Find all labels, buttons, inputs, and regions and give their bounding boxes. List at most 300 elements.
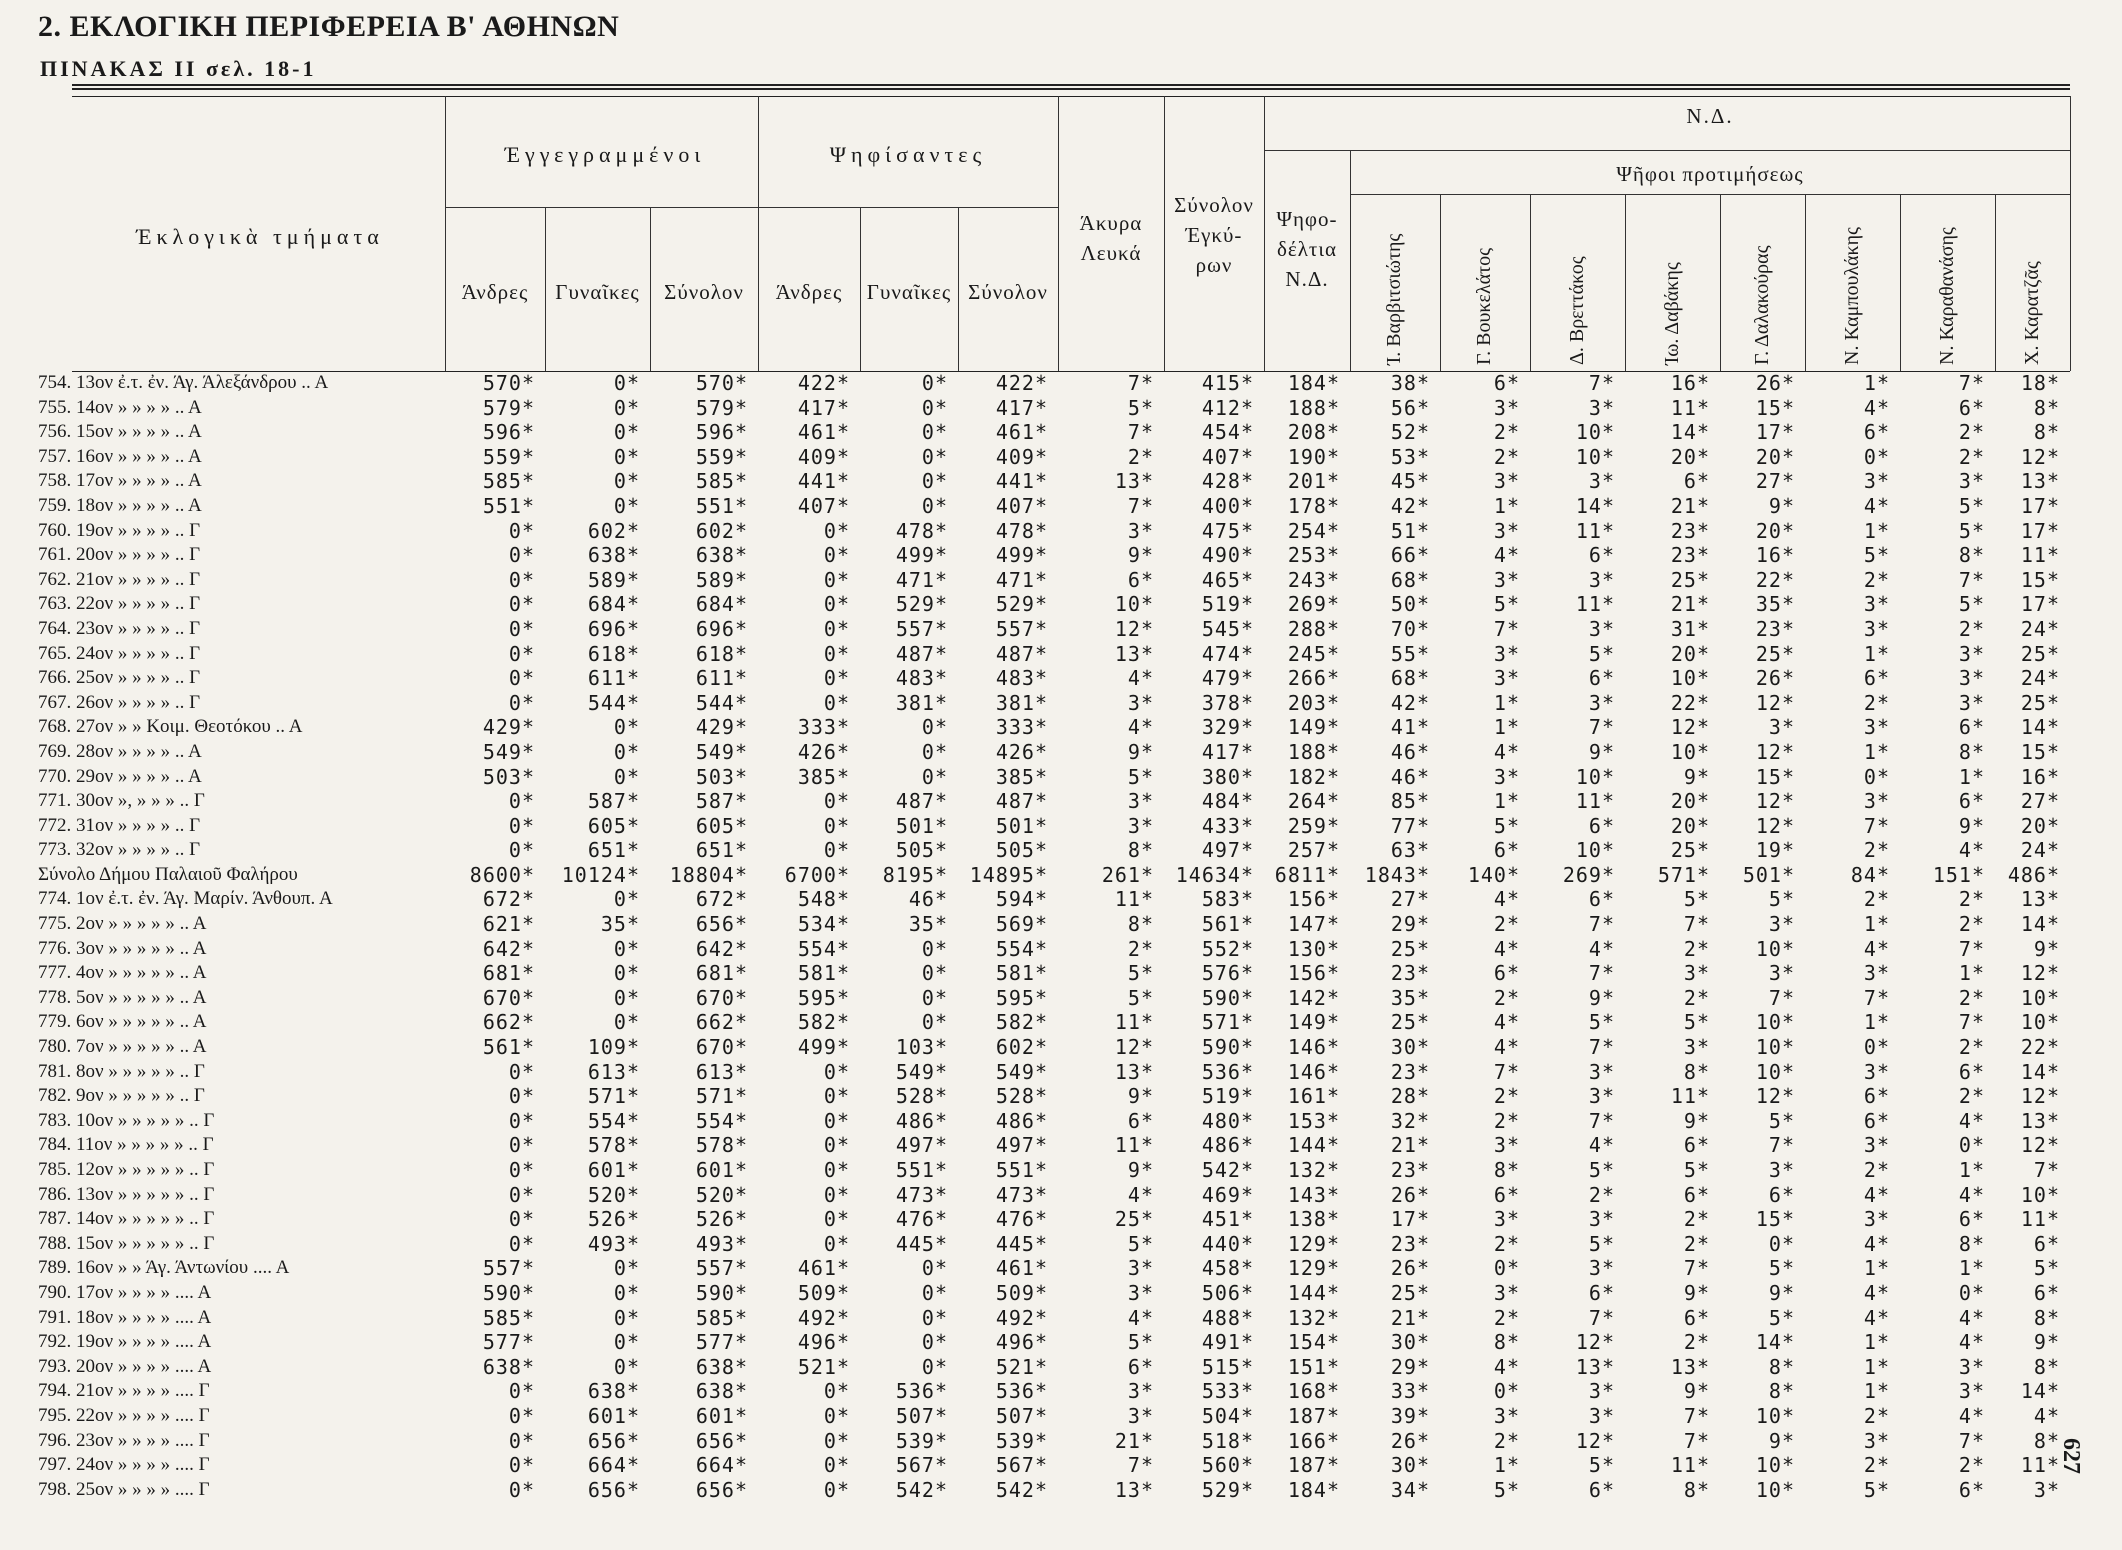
table-cell: 0* — [823, 690, 850, 715]
table-cell: 529* — [995, 592, 1048, 617]
table-cell: 507* — [995, 1403, 1048, 1428]
table-cell: 132* — [1287, 1158, 1340, 1182]
table-cell: 31* — [1670, 616, 1710, 641]
header-candidate-divider — [1805, 194, 1806, 371]
table-cell: 5* — [1127, 961, 1154, 986]
table-cell: 549* — [482, 739, 535, 764]
table-cell: 1* — [1863, 1330, 1890, 1355]
table-cell: 491* — [1201, 1330, 1254, 1355]
table-cell: 3* — [1863, 715, 1890, 740]
table-cell: 642* — [482, 936, 535, 961]
table-cell: 497* — [895, 1133, 948, 1158]
table-row — [0, 740, 2070, 765]
table-cell: 12* — [1755, 690, 1795, 715]
table-cell: 6* — [1588, 1477, 1615, 1502]
table-cell: 7* — [1588, 1108, 1615, 1133]
table-cell: 526* — [695, 1207, 748, 1232]
table-cell: 5* — [1863, 543, 1890, 568]
table-cell: 433* — [1201, 813, 1254, 838]
table-cell: 23* — [1670, 543, 1710, 568]
table-cell: 0* — [1493, 1379, 1520, 1404]
table-cell: 3* — [1493, 469, 1520, 494]
row-label: 765. 24ον » » » » .. Γ — [38, 642, 201, 664]
table-cell: 29* — [1390, 912, 1430, 937]
table-cell: 21* — [1390, 1305, 1430, 1330]
table-cell: 0* — [613, 1305, 640, 1330]
table-cell: 426* — [995, 739, 1048, 764]
table-row — [0, 838, 2070, 863]
table-cell: 551* — [895, 1158, 948, 1182]
table-cell: 15* — [1755, 1207, 1795, 1232]
table-cell: 585* — [695, 469, 748, 494]
table-cell: 611* — [695, 666, 748, 691]
header-candidate-name: Ν. Καραθανάσης — [1935, 227, 1958, 365]
table-cell: 1* — [1863, 739, 1890, 764]
table-cell: 409* — [995, 444, 1048, 469]
table-cell: 20* — [1670, 813, 1710, 838]
table-row — [0, 494, 2070, 519]
table-cell: 583* — [1201, 887, 1254, 912]
table-cell: 7* — [1588, 715, 1615, 740]
table-cell: 5* — [1958, 493, 1985, 518]
table-cell: 0* — [508, 1403, 535, 1428]
table-cell: 4* — [1958, 1182, 1985, 1207]
table-cell: 4* — [1493, 739, 1520, 764]
table-cell: 5* — [1127, 1231, 1154, 1256]
table-cell: 684* — [695, 592, 748, 617]
table-cell: 8* — [1683, 1477, 1710, 1502]
table-cell: 2* — [1493, 1084, 1520, 1109]
table-cell: 8* — [2033, 1428, 2060, 1453]
table-cell: 5* — [1127, 985, 1154, 1010]
table-cell: 27* — [2020, 789, 2060, 814]
table-cell: 23* — [1670, 518, 1710, 543]
table-cell: 3* — [1127, 1280, 1154, 1305]
header-column-divider — [1164, 96, 1165, 371]
table-cell: 487* — [995, 641, 1048, 666]
table-cell: 551* — [995, 1158, 1048, 1182]
table-cell: 0* — [508, 641, 535, 666]
table-cell: 264* — [1287, 789, 1340, 814]
table-cell: 7* — [1127, 420, 1154, 445]
header-total-voted: Σύνολον — [968, 280, 1048, 304]
table-cell: 14634* — [1175, 862, 1254, 887]
table-cell: 13* — [1114, 1059, 1154, 1084]
table-cell: 520* — [695, 1182, 748, 1207]
table-cell: 10* — [1670, 666, 1710, 691]
table-cell: 0* — [921, 1354, 948, 1379]
table-cell: 594* — [995, 887, 1048, 912]
table-cell: 149* — [1287, 715, 1340, 740]
table-cell: 5* — [1127, 764, 1154, 789]
table-cell: 9* — [1588, 985, 1615, 1010]
row-label: 783. 10ον » » » » » .. Γ — [38, 1109, 215, 1131]
table-cell: 576* — [1201, 961, 1254, 986]
row-label: 776. 3ον » » » » » .. Α — [38, 937, 207, 959]
table-cell: 571* — [1657, 862, 1710, 887]
table-cell: 8* — [1127, 912, 1154, 937]
table-cell: 670* — [695, 985, 748, 1010]
row-label: 771. 30ον », » » » .. Γ — [38, 790, 205, 812]
table-cell: 8* — [1768, 1379, 1795, 1404]
table-cell: 656* — [695, 912, 748, 937]
table-cell: 4* — [1958, 1330, 1985, 1355]
table-cell: 6700* — [784, 862, 850, 887]
table-cell: 9* — [1127, 739, 1154, 764]
table-cell: 4* — [1127, 1305, 1154, 1330]
table-cell: 132* — [1287, 1305, 1340, 1330]
table-cell: 245* — [1287, 641, 1340, 666]
header-candidate-divider — [1995, 194, 1996, 371]
header-candidate-name: Ν. Καμπουλάκης — [1840, 227, 1863, 365]
table-cell: 0* — [613, 371, 640, 395]
table-cell: 499* — [995, 543, 1048, 568]
table-cell: 582* — [797, 1010, 850, 1035]
table-cell: 638* — [695, 543, 748, 568]
table-cell: 5* — [1683, 887, 1710, 912]
table-cell: 483* — [895, 666, 948, 691]
table-cell: 20* — [1755, 444, 1795, 469]
table-cell: 52* — [1390, 420, 1430, 445]
table-cell: 2* — [1683, 985, 1710, 1010]
table-cell: 9* — [1127, 1084, 1154, 1109]
table-cell: 672* — [695, 887, 748, 912]
table-cell: 664* — [587, 1453, 640, 1478]
table-cell: 529* — [1201, 1477, 1254, 1502]
table-cell: 681* — [695, 961, 748, 986]
table-cell: 2* — [1958, 420, 1985, 445]
table-cell: 417* — [995, 395, 1048, 420]
table-cell: 0* — [613, 715, 640, 740]
table-cell: 25* — [1755, 641, 1795, 666]
table-cell: 7* — [2033, 1158, 2060, 1182]
table-cell: 496* — [797, 1330, 850, 1355]
table-cell: 149* — [1287, 1010, 1340, 1035]
table-cell: 27* — [1755, 469, 1795, 494]
table-cell: 505* — [895, 838, 948, 863]
table-cell: 2* — [1683, 1330, 1710, 1355]
table-cell: 474* — [1201, 641, 1254, 666]
table-cell: 0* — [613, 1256, 640, 1281]
table-cell: 21* — [1114, 1428, 1154, 1453]
table-cell: 469* — [1201, 1182, 1254, 1207]
table-cell: 2* — [1958, 1035, 1985, 1060]
table-cell: 696* — [695, 616, 748, 641]
table-cell: 1* — [1863, 1010, 1890, 1035]
table-cell: 570* — [482, 371, 535, 395]
table-cell: 53* — [1390, 444, 1430, 469]
table-cell: 3* — [1588, 616, 1615, 641]
table-cell: 638* — [695, 1354, 748, 1379]
table-cell: 0* — [508, 1428, 535, 1453]
table-cell: 257* — [1287, 838, 1340, 863]
header-sections: Έκλογικὰ τμήματα — [136, 224, 384, 249]
row-label: 793. 20ον » » » » .... Α — [38, 1355, 212, 1377]
table-cell: 12* — [1755, 739, 1795, 764]
table-cell: 7* — [1588, 961, 1615, 986]
row-label: 788. 15ον » » » » » .. Γ — [38, 1232, 215, 1254]
table-cell: 518* — [1201, 1428, 1254, 1453]
table-cell: 486* — [2007, 862, 2060, 887]
table-cell: 0* — [921, 1280, 948, 1305]
table-cell: 670* — [695, 1035, 748, 1060]
table-cell: 0* — [921, 764, 948, 789]
table-cell: 178* — [1287, 493, 1340, 518]
table-cell: 10* — [2020, 985, 2060, 1010]
table-cell: 0* — [823, 1059, 850, 1084]
table-cell: 2* — [1958, 887, 1985, 912]
table-cell: 554* — [695, 1108, 748, 1133]
row-label: 790. 17ον » » » » .... Α — [38, 1281, 212, 1303]
table-cell: 0* — [921, 469, 948, 494]
table-cell: 0* — [823, 616, 850, 641]
table-cell: 6* — [1588, 1280, 1615, 1305]
table-cell: 601* — [587, 1403, 640, 1428]
table-cell: 4* — [1127, 715, 1154, 740]
table-cell: 3* — [1863, 1428, 1890, 1453]
table-cell: 7* — [1958, 567, 1985, 592]
table-cell: 515* — [1201, 1354, 1254, 1379]
table-cell: 521* — [995, 1354, 1048, 1379]
table-cell: 2* — [1863, 887, 1890, 912]
table-row — [0, 543, 2070, 568]
header-total-registered: Σύνολον — [664, 280, 744, 304]
table-cell: 11* — [1670, 1453, 1710, 1478]
table-row — [0, 1306, 2070, 1331]
table-row — [0, 1010, 2070, 1035]
table-cell: 12* — [1670, 715, 1710, 740]
table-cell: 66* — [1390, 543, 1430, 568]
header-candidate-divider — [1440, 194, 1441, 371]
table-cell: 0* — [823, 1453, 850, 1478]
table-cell: 3* — [1127, 1256, 1154, 1281]
table-cell: 7* — [1768, 985, 1795, 1010]
table-cell: 11* — [1114, 1133, 1154, 1158]
table-row — [0, 961, 2070, 986]
table-cell: 638* — [482, 1354, 535, 1379]
table-cell: 0* — [823, 813, 850, 838]
table-cell: 19* — [1755, 838, 1795, 863]
table-cell: 0* — [921, 395, 948, 420]
table-cell: 589* — [695, 567, 748, 592]
table-cell: 0* — [921, 985, 948, 1010]
table-cell: 4* — [2033, 1403, 2060, 1428]
table-cell: 144* — [1287, 1133, 1340, 1158]
table-cell: 9* — [2033, 1330, 2060, 1355]
table-cell: 0* — [823, 1133, 850, 1158]
table-cell: 23* — [1755, 616, 1795, 641]
table-cell: 153* — [1287, 1108, 1340, 1133]
table-cell: 68* — [1390, 567, 1430, 592]
table-cell: 1* — [1493, 690, 1520, 715]
table-cell: 68* — [1390, 666, 1430, 691]
table-cell: 6* — [1683, 1305, 1710, 1330]
table-cell: 3* — [1863, 469, 1890, 494]
table-cell: 3* — [1958, 469, 1985, 494]
row-label: 763. 22ον » » » » .. Γ — [38, 593, 201, 615]
table-cell: 41* — [1390, 715, 1430, 740]
table-row — [0, 1158, 2070, 1183]
table-cell: 21* — [1670, 592, 1710, 617]
table-cell: 3* — [1493, 641, 1520, 666]
table-cell: 329* — [1201, 715, 1254, 740]
table-cell: 551* — [482, 493, 535, 518]
table-cell: 487* — [995, 789, 1048, 814]
table-cell: 1* — [1863, 1354, 1890, 1379]
table-cell: 7* — [1958, 1428, 1985, 1453]
table-cell: 613* — [587, 1059, 640, 1084]
table-cell: 7* — [1683, 1403, 1710, 1428]
table-cell: 20* — [1670, 641, 1710, 666]
table-cell: 5* — [1958, 592, 1985, 617]
table-cell: 385* — [995, 764, 1048, 789]
table-cell: 7* — [1958, 371, 1985, 395]
table-cell: 561* — [1201, 912, 1254, 937]
table-cell: 4* — [1863, 936, 1890, 961]
table-cell: 5* — [1588, 641, 1615, 666]
table-cell: 3* — [1127, 789, 1154, 814]
row-label: 786. 13ον » » » » » .. Γ — [38, 1183, 215, 1205]
table-row — [0, 863, 2070, 888]
table-cell: 570* — [695, 371, 748, 395]
table-cell: 6* — [1127, 567, 1154, 592]
table-cell: 526* — [587, 1207, 640, 1232]
table-cell: 1* — [1958, 764, 1985, 789]
table-cell: 4* — [1958, 838, 1985, 863]
table-cell: 601* — [695, 1403, 748, 1428]
table-cell: 6* — [1863, 1108, 1890, 1133]
table-cell: 3* — [1863, 789, 1890, 814]
table-cell: 17* — [2020, 518, 2060, 543]
table-cell: 548* — [797, 887, 850, 912]
table-cell: 3* — [1863, 961, 1890, 986]
table-cell: 486* — [895, 1108, 948, 1133]
table-cell: 201* — [1287, 469, 1340, 494]
data-table — [0, 371, 2070, 1502]
table-cell: 490* — [1201, 543, 1254, 568]
table-cell: 407* — [1201, 444, 1254, 469]
table-cell: 3* — [1863, 1133, 1890, 1158]
table-cell: 9* — [2033, 936, 2060, 961]
table-cell: 2* — [1958, 1084, 1985, 1109]
table-cell: 333* — [995, 715, 1048, 740]
table-cell: 269* — [1562, 862, 1615, 887]
row-label: 775. 2ον » » » » » .. Α — [38, 913, 207, 935]
table-cell: 499* — [797, 1035, 850, 1060]
header-candidate-divider — [1720, 194, 1721, 371]
header-nd-ballots-line2: δέλτια — [1277, 237, 1337, 261]
table-cell: 4* — [1863, 1305, 1890, 1330]
table-cell: 3* — [1493, 764, 1520, 789]
table-cell: 496* — [995, 1330, 1048, 1355]
table-cell: 605* — [695, 813, 748, 838]
table-cell: 4* — [1127, 666, 1154, 691]
table-cell: 2* — [1127, 444, 1154, 469]
row-label: 766. 25ον » » » » .. Γ — [38, 667, 201, 689]
table-cell: 539* — [895, 1428, 948, 1453]
table-cell: 11* — [1114, 1010, 1154, 1035]
table-cell: 0* — [613, 961, 640, 986]
table-cell: 577* — [482, 1330, 535, 1355]
table-cell: 571* — [1201, 1010, 1254, 1035]
table-cell: 0* — [1768, 1231, 1795, 1256]
table-cell: 10* — [1755, 1010, 1795, 1035]
header-candidate-name: Χ. Καρατζᾶς — [2020, 261, 2043, 365]
table-cell: 3* — [1863, 616, 1890, 641]
table-cell: 6* — [1493, 371, 1520, 395]
table-cell: 569* — [995, 912, 1048, 937]
table-cell: 10* — [1755, 1035, 1795, 1060]
table-cell: 422* — [995, 371, 1048, 395]
table-cell: 0* — [823, 838, 850, 863]
table-row — [0, 1207, 2070, 1232]
table-cell: 0* — [921, 739, 948, 764]
table-cell: 8* — [1958, 543, 1985, 568]
table-cell: 4* — [1588, 1133, 1615, 1158]
table-cell: 651* — [695, 838, 748, 863]
table-cell: 559* — [695, 444, 748, 469]
table-cell: 12* — [2020, 1084, 2060, 1109]
table-cell: 3* — [1493, 666, 1520, 691]
table-cell: 3* — [1127, 690, 1154, 715]
table-cell: 684* — [587, 592, 640, 617]
table-cell: 10* — [1755, 1403, 1795, 1428]
table-cell: 3* — [1588, 1256, 1615, 1281]
table-cell: 0* — [823, 592, 850, 617]
table-cell: 6* — [1863, 1084, 1890, 1109]
table-cell: 501* — [1742, 862, 1795, 887]
table-cell: 3* — [1768, 715, 1795, 740]
table-cell: 4* — [1127, 1182, 1154, 1207]
row-label: 764. 23ον » » » » .. Γ — [38, 617, 201, 639]
row-label: 780. 7ον » » » » » .. Α — [38, 1036, 207, 1058]
row-label: Σύνολο Δήμου Παλαιοῦ Φαλήρου — [38, 863, 298, 885]
table-cell: 20* — [1670, 789, 1710, 814]
table-cell: 14* — [2020, 1379, 2060, 1404]
table-cell: 12* — [1114, 616, 1154, 641]
table-cell: 3* — [1588, 1403, 1615, 1428]
table-cell: 478* — [995, 518, 1048, 543]
table-cell: 7* — [1958, 936, 1985, 961]
table-cell: 9* — [1683, 1280, 1710, 1305]
table-row — [0, 765, 2070, 790]
table-cell: 571* — [695, 1084, 748, 1109]
table-cell: 503* — [695, 764, 748, 789]
table-row — [0, 592, 2070, 617]
table-cell: 12* — [2020, 961, 2060, 986]
row-label: 762. 21ον » » » » .. Γ — [38, 568, 201, 590]
table-cell: 13* — [1114, 1477, 1154, 1502]
table-cell: 288* — [1287, 616, 1340, 641]
table-cell: 5* — [1683, 1158, 1710, 1182]
table-cell: 1* — [1863, 912, 1890, 937]
page-subtitle: ΠΙΝΑΚΑΣ ΙΙ σελ. 18-1 — [40, 56, 317, 81]
row-label: 781. 8ον » » » » » .. Γ — [38, 1060, 205, 1082]
table-cell: 590* — [695, 1280, 748, 1305]
table-cell: 0* — [823, 567, 850, 592]
table-cell: 638* — [695, 1379, 748, 1404]
table-cell: 333* — [797, 715, 850, 740]
row-label: 754. 13ον ἐ.τ. ἐν. Άγ. Άλεξάνδρου .. Α — [38, 372, 329, 393]
table-cell: 400* — [1201, 493, 1254, 518]
table-cell: 56* — [1390, 395, 1430, 420]
table-cell: 497* — [995, 1133, 1048, 1158]
table-cell: 5* — [1683, 1010, 1710, 1035]
table-cell: 471* — [895, 567, 948, 592]
table-cell: 35* — [1755, 592, 1795, 617]
table-cell: 476* — [895, 1207, 948, 1232]
table-cell: 7* — [1588, 371, 1615, 395]
